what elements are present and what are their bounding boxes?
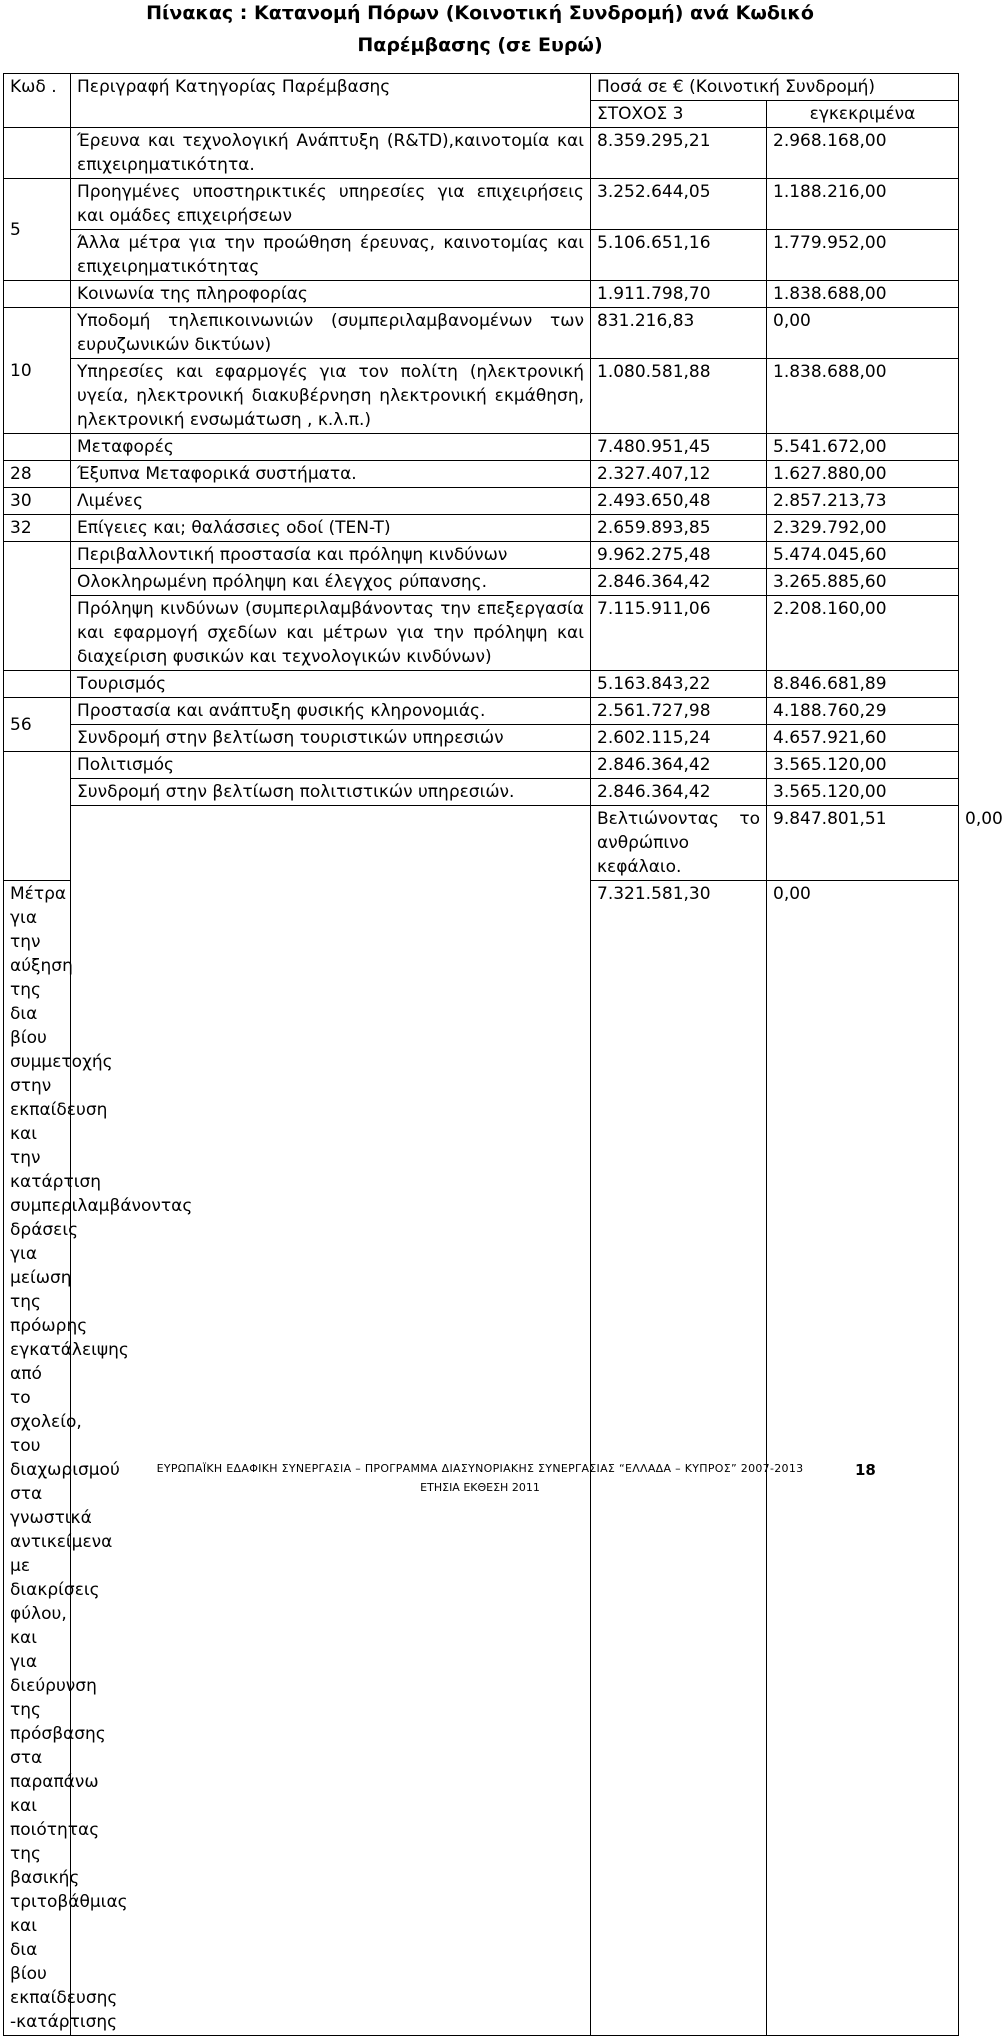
row-description: Υποδομή τηλεπικοινωνιών (συμπεριλαμβανομένων των ευρυζωνικών δικτύων) <box>71 308 591 359</box>
table-row: Βελτιώνοντας το ανθρώπινο κεφάλαιο. 9.847.801,51 0,00 <box>4 806 959 881</box>
table-row <box>4 488 959 515</box>
row-target-amount: 7.321.581,30 <box>591 881 767 2036</box>
row-code <box>4 434 71 461</box>
table-title-line2: Παρέμβασης (σε Ευρώ) <box>357 34 603 56</box>
row-description: Επίγειες και; θαλάσσιες οδοί (TEN-T) <box>71 515 591 542</box>
table-row <box>4 308 959 359</box>
row-approved-amount: 1.779.952,00 <box>767 230 959 281</box>
footer-program: ΕΥΡΩΠΑΪΚΗ ΕΔΑΦΙΚΗ ΣΥΝΕΡΓΑΣΙΑ – ΠΡΟΓΡΑΜΜΑ ΔΙΑΣΥΝΟΡΙΑΚΗΣ ΣΥΝΕΡΓΑΣΙΑΣ “ΕΛΛΑΔΑ – ΚΥΠΡΟΣ” 2007-2013 <box>156 1462 804 1475</box>
row-description: Πρόληψη κινδύνων (συμπεριλαμβάνοντας την επεξεργασία και εφαρμογή σχεδίων και μέτρων για την πρόληψη και διαχείριση φυσικών και τεχνολογικών κινδύνων) <box>71 596 591 671</box>
table-row <box>4 698 959 725</box>
table-row <box>4 542 959 569</box>
row-code: 5 <box>4 179 71 281</box>
header-code: Κωδ . <box>4 74 71 128</box>
row-target-amount: 9.962.275,48 <box>591 542 767 569</box>
row-code: 10 <box>4 308 71 434</box>
header-amounts: Ποσά σε € (Κοινοτική Συνδρομή) <box>591 74 959 101</box>
row-code <box>4 128 71 179</box>
row-description: Μέτρα για την αύξηση της δια βίου συμμετοχής στην εκπαίδευση και την κατάρτιση συμπεριλαμβάνοντας δράσεις για μείωση της πρόωρης εγκατάλειψης από το σχολείο, του διαχωρισμού στα γνωστικά αντικείμενα με διακρίσεις φύλου, και για διεύρυνση της πρόσβασης στα παραπάνω και ποιότητας της βασικής τριτοβάθμιας και δια βίου εκπαίδευσης -κατάρτισης <box>4 881 71 2036</box>
header-description: Περιγραφή Κατηγορίας Παρέμβασης <box>71 74 591 128</box>
row-target-amount: 5.106.651,16 <box>591 230 767 281</box>
row-approved-amount: 5.541.672,00 <box>767 434 959 461</box>
row-description: Έξυπνα Μεταφορικά συστήματα. <box>71 461 591 488</box>
row-target-amount: 2.602.115,24 <box>591 725 767 752</box>
table-row <box>4 515 959 542</box>
row-approved-amount: 3.265.885,60 <box>767 569 959 596</box>
row-target-amount: 2.846.364,42 <box>591 779 767 806</box>
table-row <box>4 671 959 698</box>
row-code: 32 <box>4 515 71 542</box>
row-code: 28 <box>4 461 71 488</box>
row-target-amount: 7.115.911,06 <box>591 596 767 671</box>
table-row <box>4 461 959 488</box>
row-approved-amount: 4.657.921,60 <box>767 725 959 752</box>
row-code: 30 <box>4 488 71 515</box>
row-target-amount: 831.216,83 <box>591 308 767 359</box>
table-row <box>4 569 959 596</box>
row-approved-amount: 1.188.216,00 <box>767 179 959 230</box>
row-target-amount: 2.493.650,48 <box>591 488 767 515</box>
row-target-amount: 7.480.951,45 <box>591 434 767 461</box>
row-target-amount: 2.659.893,85 <box>591 515 767 542</box>
row-approved-amount: 5.474.045,60 <box>767 542 959 569</box>
footer-report: ΕΤΗΣΙΑ ΕΚΘΕΣΗ 2011 <box>420 1481 540 1494</box>
table-row <box>4 179 959 230</box>
row-target-amount: 3.252.644,05 <box>591 179 767 230</box>
row-code: 56 <box>4 698 71 752</box>
row-code <box>4 542 71 671</box>
table-row <box>4 596 959 671</box>
row-target-amount: 9.847.801,51 <box>767 806 959 881</box>
row-approved-amount: 1.627.880,00 <box>767 461 959 488</box>
row-description: Κοινωνία της πληροφορίας <box>71 281 591 308</box>
row-description: Άλλα μέτρα για την προώθηση έρευνας, καινοτομίας και επιχειρηματικότητας <box>71 230 591 281</box>
row-code <box>4 752 71 881</box>
row-target-amount: 2.561.727,98 <box>591 698 767 725</box>
table-row <box>4 359 959 434</box>
table-title-line1: Πίνακας : Κατανομή Πόρων (Κοινοτική Συνδρομή) ανά Κωδικό <box>146 2 814 24</box>
row-code <box>4 281 71 308</box>
table-row <box>4 230 959 281</box>
table-row <box>4 752 959 779</box>
row-approved-amount: 0,00 <box>767 881 959 2036</box>
row-approved-amount: 3.565.120,00 <box>767 752 959 779</box>
row-approved-amount: 4.188.760,29 <box>767 698 959 725</box>
table-row <box>4 725 959 752</box>
row-description: Πολιτισμός <box>71 752 591 779</box>
row-approved-amount: 8.846.681,89 <box>767 671 959 698</box>
table-row <box>4 128 959 179</box>
row-description: Βελτιώνοντας το ανθρώπινο κεφάλαιο. <box>591 806 767 881</box>
row-target-amount: 8.359.295,21 <box>591 128 767 179</box>
row-approved-amount: 2.857.213,73 <box>767 488 959 515</box>
row-approved-amount: 1.838.688,00 <box>767 281 959 308</box>
row-code <box>4 671 71 698</box>
row-target-amount: 5.163.843,22 <box>591 671 767 698</box>
row-target-amount: 1.911.798,70 <box>591 281 767 308</box>
table-row <box>4 779 959 806</box>
row-description: Τουρισμός <box>71 671 591 698</box>
row-description: Ολοκληρωμένη πρόληψη και έλεγχος ρύπανσης. <box>71 569 591 596</box>
row-description: Λιμένες <box>71 488 591 515</box>
row-target-amount: 2.846.364,42 <box>591 752 767 779</box>
row-approved-amount: 2.208.160,00 <box>767 596 959 671</box>
row-approved-amount: 3.565.120,00 <box>767 779 959 806</box>
row-approved-amount: 0,00 <box>767 308 959 359</box>
row-target-amount: 2.846.364,42 <box>591 569 767 596</box>
row-description: Περιβαλλοντική προστασία και πρόληψη κινδύνων <box>71 542 591 569</box>
row-target-amount: 1.080.581,88 <box>591 359 767 434</box>
row-code <box>71 806 591 2036</box>
table-row <box>4 281 959 308</box>
resource-allocation-table <box>3 73 1003 2036</box>
row-description: Έρευνα και τεχνολογική Ανάπτυξη (R&TD),καινοτομία και επιχειρηματικότητα. <box>71 128 591 179</box>
header-approved: εγκεκριμένα <box>767 101 959 128</box>
table-row <box>4 434 959 461</box>
row-approved-amount: 1.838.688,00 <box>767 359 959 434</box>
row-description: Συνδρομή στην βελτίωση πολιτιστικών υπηρεσιών. <box>71 779 591 806</box>
row-description: Συνδρομή στην βελτίωση τουριστικών υπηρεσιών <box>71 725 591 752</box>
row-description: Μεταφορές <box>71 434 591 461</box>
row-approved-amount: 2.968.168,00 <box>767 128 959 179</box>
header-row <box>4 74 959 101</box>
page-number: 18 <box>855 1461 876 1479</box>
row-description: Προστασία και ανάπτυξη φυσικής κληρονομιάς. <box>71 698 591 725</box>
row-description: Προηγμένες υποστηρικτικές υπηρεσίες για επιχειρήσεις και ομάδες επιχειρήσεων <box>71 179 591 230</box>
row-approved-amount: 2.329.792,00 <box>767 515 959 542</box>
row-target-amount: 2.327.407,12 <box>591 461 767 488</box>
header-target: ΣΤΟΧΟΣ 3 <box>591 101 767 128</box>
row-description: Υπηρεσίες και εφαρμογές για τον πολίτη (ηλεκτρονική υγεία, ηλεκτρονική διακυβέρνηση ηλεκτρονική εκμάθηση, ηλεκτρονική ενσωμάτωση , κ.λ.π.) <box>71 359 591 434</box>
